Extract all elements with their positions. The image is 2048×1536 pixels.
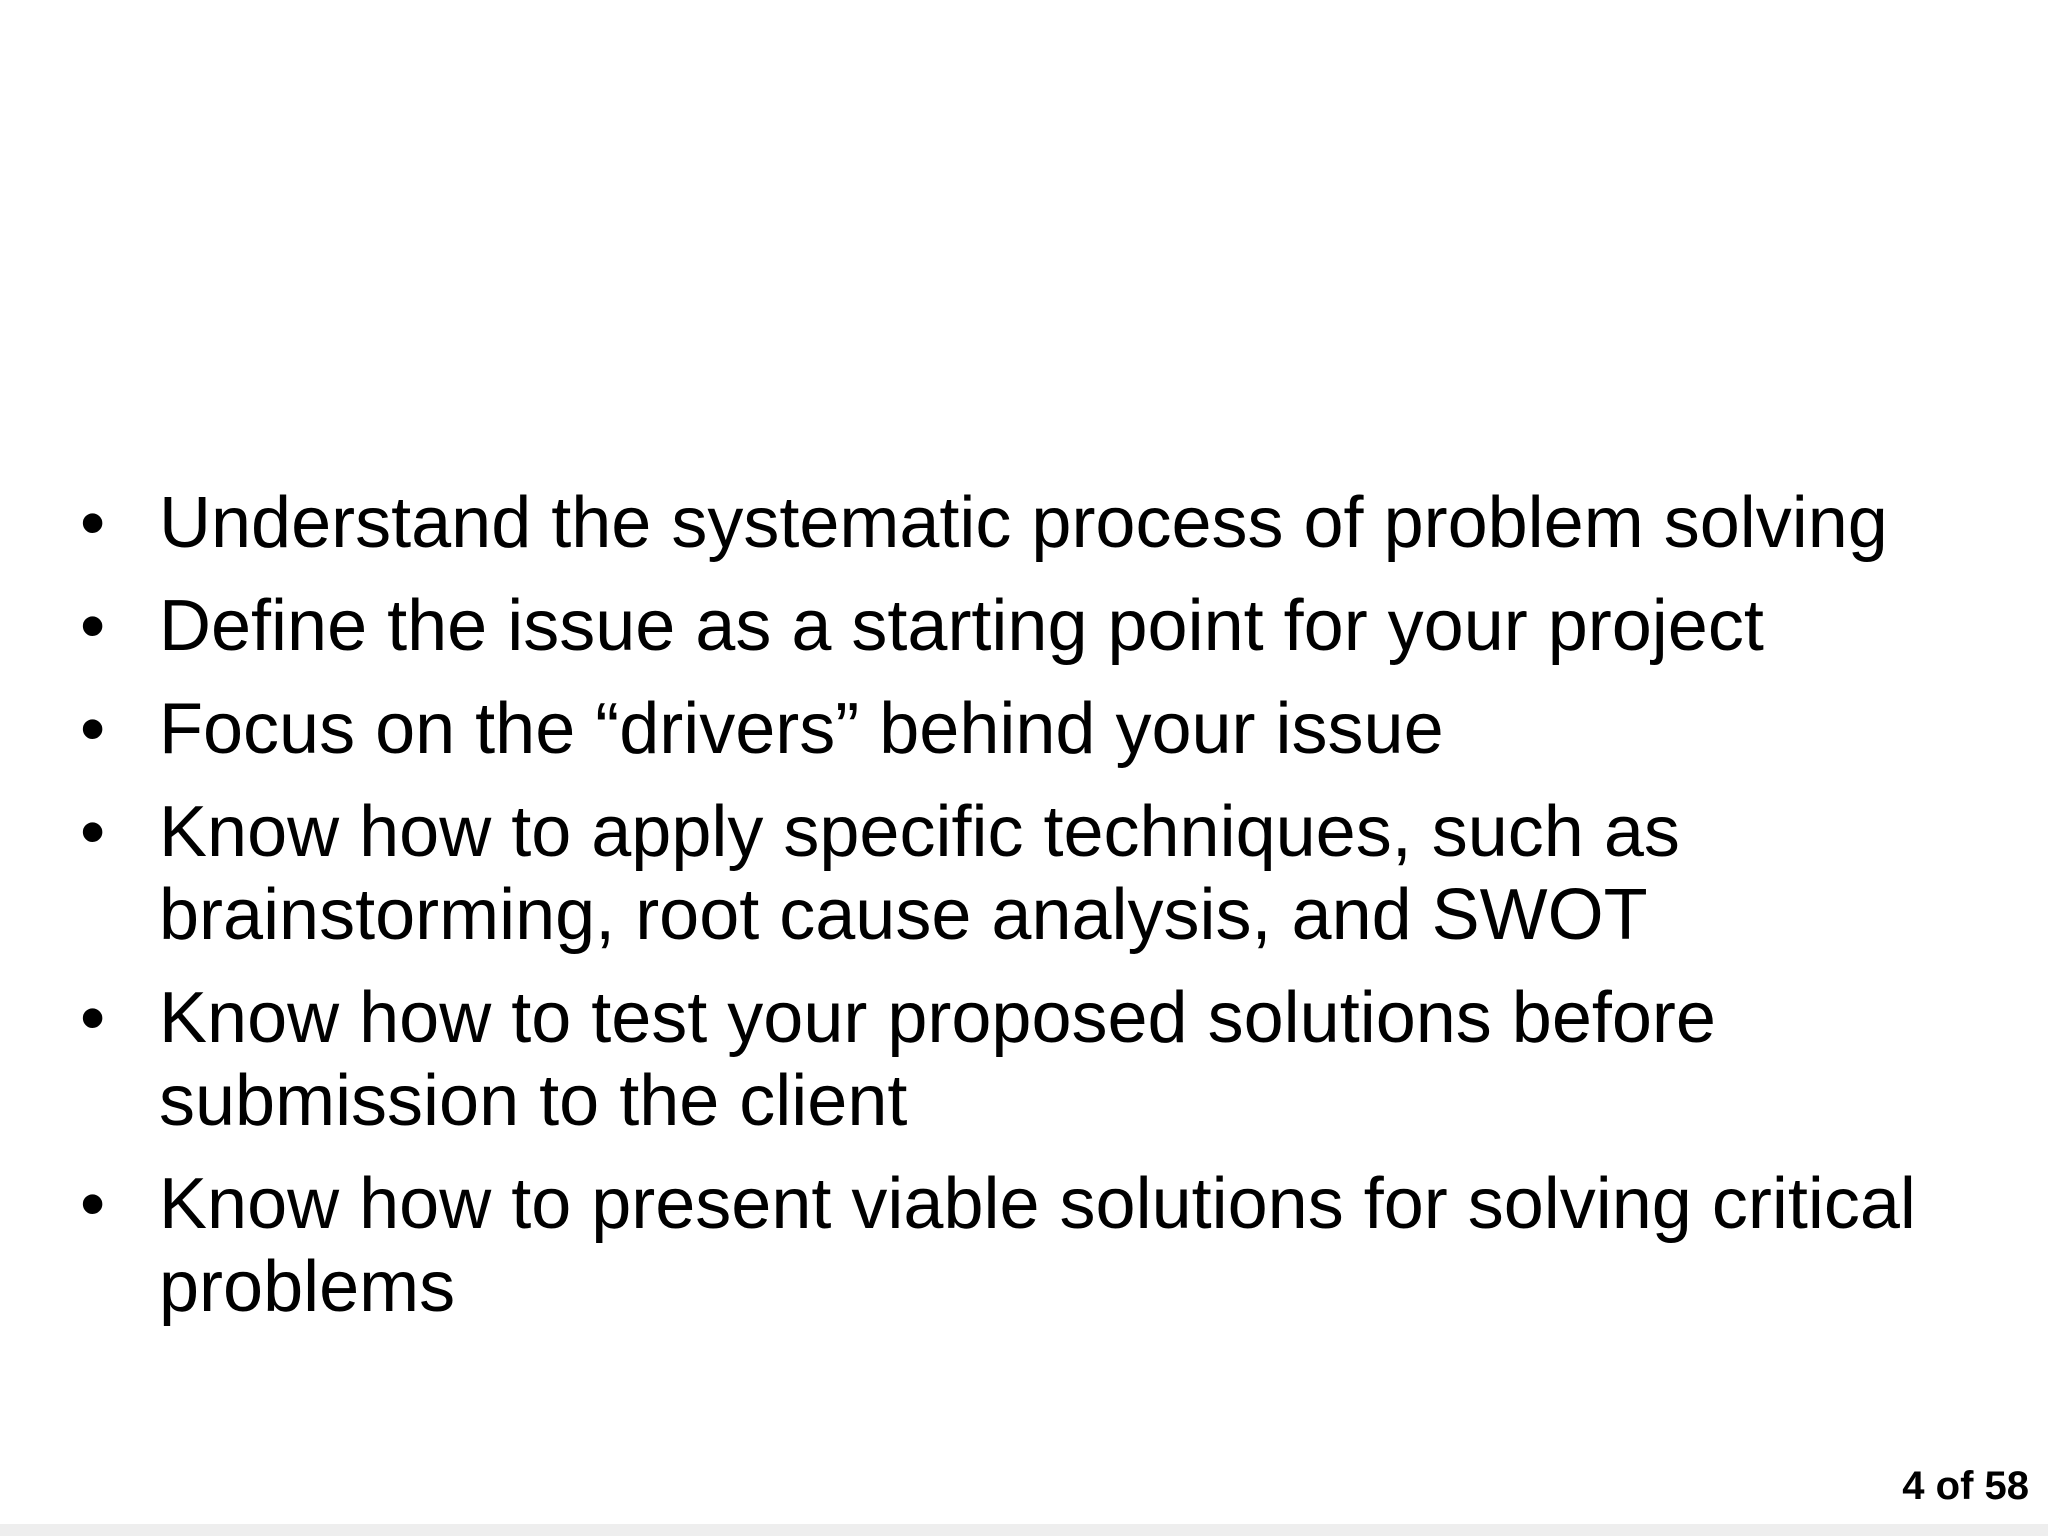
bullet-list (80, 482, 1980, 1349)
bullet-icon: • (80, 978, 106, 1058)
bullet-text: Understand the systematic process of problem solving (159, 483, 1888, 563)
bullet-icon: • (80, 689, 106, 769)
bullet-text: Focus on the “drivers” behind your issue (159, 689, 1444, 769)
bullet-text: Define the issue as a starting point for your project (159, 586, 1764, 666)
bottom-divider (0, 1524, 2048, 1536)
bullet-item (80, 585, 1980, 668)
bullet-icon: • (80, 483, 106, 563)
page-number: 4 of 58 (1902, 1464, 2029, 1508)
bullet-item (80, 977, 1980, 1143)
bullet-item (80, 688, 1980, 771)
bullet-item (80, 791, 1980, 957)
bullet-icon: • (80, 792, 106, 872)
bullet-item (80, 1163, 1980, 1329)
bullet-item (80, 482, 1980, 565)
bullet-icon: • (80, 586, 106, 666)
bullet-text: Know how to present viable solutions for solving critical problems (159, 1164, 1916, 1327)
bullet-icon: • (80, 1164, 106, 1244)
bullet-text: Know how to test your proposed solutions before submission to the client (159, 978, 1716, 1141)
bullet-text: Know how to apply specific techniques, such as brainstorming, root cause analysis, and SWOT (159, 792, 1680, 955)
